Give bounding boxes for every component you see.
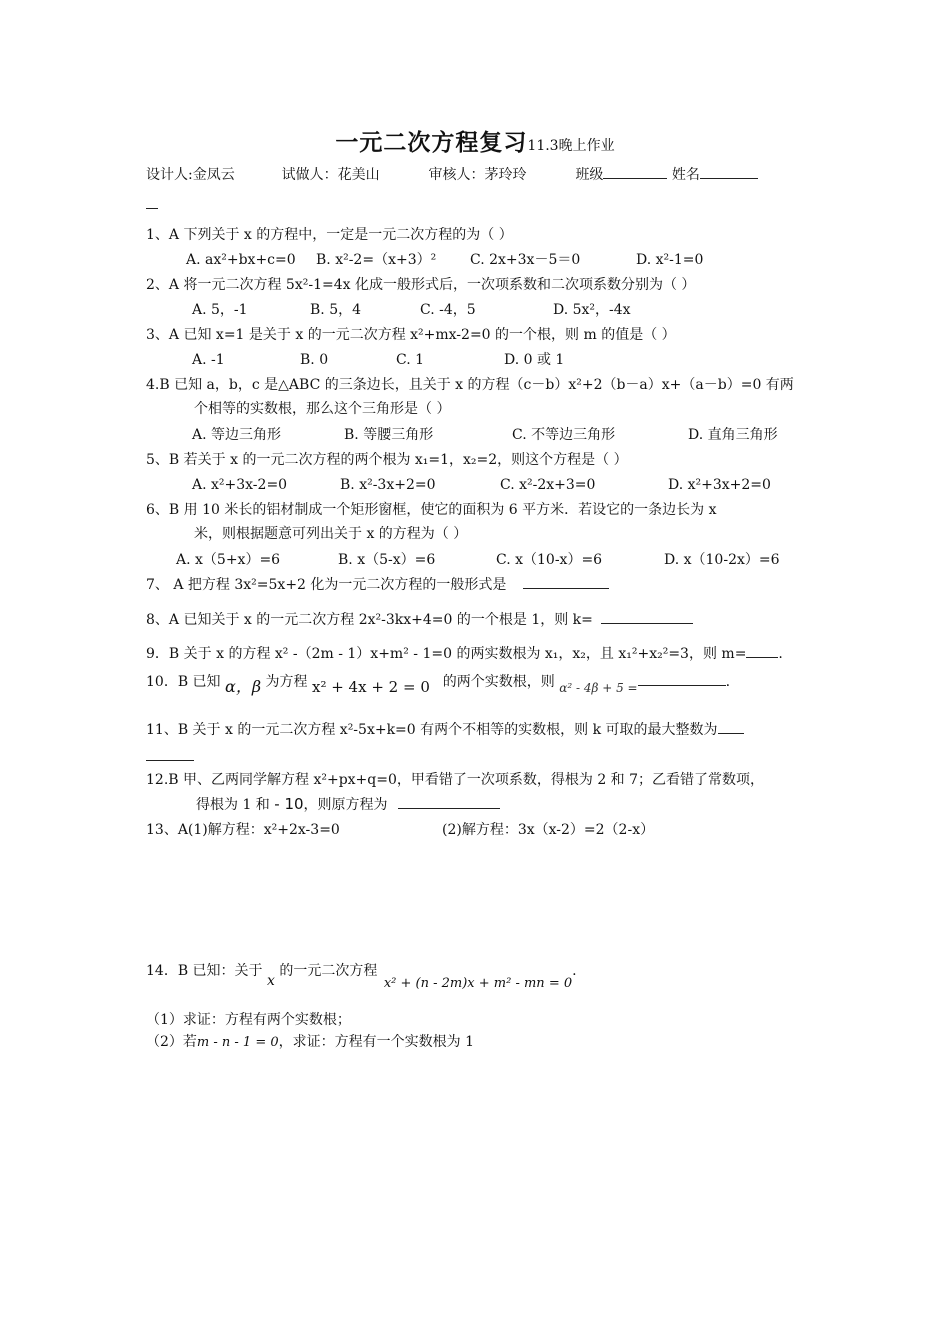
header-info <box>146 166 758 184</box>
name-blank[interactable] <box>700 166 758 179</box>
name-blank-continued <box>146 196 158 214</box>
q14-equation: x² + (n - 2m)x + m² - mn = 0 <box>383 976 573 991</box>
q11-stem: 11、B 关于 x 的一元二次方程 x²-5x+k=0 有两个不相等的实数根，则 k 可取的最大整数为 <box>146 722 718 738</box>
q10-equation: x² + 4x + 2 = 0 <box>311 678 430 696</box>
q3-stem: 3、A 已知 x=1 是关于 x 的一元二次方程 x²+mx-2=0 的一个根，则 m 的值是（ ） <box>146 327 676 343</box>
q10-expression: α² - 4β + 5 = <box>559 681 638 695</box>
q5-option-b: B. x²-3x+2=0 <box>340 477 436 493</box>
q7-stem: 7、 A 把方程 3x²=5x+2 化为一元二次方程的一般形式是 <box>146 577 507 593</box>
q2-option-b: B. 5，4 <box>310 302 362 318</box>
designer-label: 设计人:金凤云 <box>146 167 235 183</box>
q6-stem-line1: 6、B 用 10 米长的铝材制成一个矩形窗框，使它的面积为 6 平方米．若设它的一条边长为 x <box>146 502 717 518</box>
q11-line <box>146 721 744 739</box>
q9-line: 9．B 关于 x 的方程 x² -（2m - 1）x+m² - 1=0 的两实数根为 x₁，x₂，且 x₁²+x₂²=3，则 m= . <box>146 646 783 662</box>
q2-option-c: C. -4，5 <box>420 302 476 318</box>
q6-option-b: B. x（5-x）=6 <box>338 552 436 568</box>
q1-option-d: D. x²-1=0 <box>636 252 704 268</box>
q14-line <box>146 960 577 991</box>
worksheet-title <box>0 124 950 157</box>
q14-end: . <box>572 963 577 979</box>
q14-sub2-b: ，求证：方程有一个实数根为 1 <box>278 1034 474 1050</box>
q1-option-a: A. ax²+bx+c=0 <box>186 252 296 268</box>
q9-answer-blank[interactable] <box>746 645 778 658</box>
q6-option-d: D. x（10-2x）=6 <box>664 552 780 568</box>
q12-stem-line2-a: 得根为 1 和 <box>196 797 270 813</box>
q12-answer-blank[interactable] <box>398 796 500 809</box>
q8-line <box>146 611 693 629</box>
q4-option-c: C. 不等边三角形 <box>512 427 616 443</box>
q8-answer-blank[interactable] <box>601 611 693 624</box>
q6-option-a: A. x（5+x）=6 <box>176 552 281 568</box>
q4-stem-line1: 4.B 已知 a，b，c 是△ABC 的三条边长，且关于 x 的方程（c－b）x²+2（b－a）x+（a－b）=0 有两 <box>146 377 794 393</box>
q4-option-a: A. 等边三角形 <box>192 427 282 443</box>
tester-label: 试做人：花美山 <box>281 167 380 183</box>
q7-line <box>146 576 609 594</box>
q12-stem-line2-c: ，则原方程为 <box>303 797 388 813</box>
q12-line2 <box>196 795 500 814</box>
q10-mid: 为方程 <box>265 674 308 690</box>
name-label: 姓名 <box>671 167 700 183</box>
q1-option-c: C. 2x+3x－5＝0 <box>470 252 581 268</box>
q3-option-c: C. 1 <box>396 352 425 368</box>
class-blank[interactable] <box>603 166 667 179</box>
q5-option-d: D. x²+3x+2=0 <box>668 477 771 493</box>
q5-option-a: A. x²+3x-2=0 <box>192 477 288 493</box>
q13-part1: 13、A(1)解方程：x²+2x-3=0 <box>146 822 340 838</box>
q2-option-d: D. 5x²，-4x <box>553 302 631 318</box>
q10-vars: α，β <box>225 677 262 696</box>
q14-sub1: （1）求证：方程有两个实数根； <box>146 1012 351 1028</box>
q2-stem: 2、A 将一元二次方程 5x²-1=4x 化成一般形式后，一次项系数和二次项系数分别为（ ） <box>146 277 696 293</box>
q11-blank-continued <box>146 748 194 766</box>
q1-stem: 1、A 下列关于 x 的方程中，一定是一元二次方程的为（ ） <box>146 227 513 243</box>
q14-sub2-a: （2）若 <box>146 1034 197 1050</box>
q4-stem-line2: 个相等的实数根，那么这个三角形是（ ） <box>194 401 451 417</box>
q12-stem-line1: 12.B 甲、乙两同学解方程 x²+px+q=0，甲看错了一次项系数，得根为 2 和 7；乙看错了常数项， <box>146 772 765 788</box>
q9-stem: 9．B 关于 x 的方程 x² -（2m - 1）x+m² - 1=0 的两实数根为 x₁，x₂，且 x₁²+x₂²=3，则 m= <box>146 646 747 662</box>
q10-line: 10．B 已知 α，β 为方程 x² + 4x + 2 = 0 的两个实数根，则 α² - 4β + 5 = . <box>146 674 731 696</box>
q14-sub2-expr: m - n - 1 = 0 <box>196 1035 279 1050</box>
q10-answer-blank[interactable] <box>638 673 726 686</box>
q3-option-a: A. -1 <box>192 352 225 368</box>
q7-answer-blank[interactable] <box>523 576 609 589</box>
q2-option-a: A. 5，-1 <box>192 302 248 318</box>
q14-mid: 的一元二次方程 <box>279 963 378 979</box>
class-label: 班级 <box>575 167 604 183</box>
title-main: 一元二次方程复习 <box>335 129 528 156</box>
q6-option-c: C. x（10-x）=6 <box>496 552 603 568</box>
q8-stem: 8、A 已知关于 x 的一元二次方程 2x²-3kx+4=0 的一个根是 1，则 k= <box>146 612 593 628</box>
title-subtitle: 11.3晚上作业 <box>527 138 615 154</box>
q1-option-b: B. x²-2=（x+3）² <box>316 252 437 268</box>
q10-prefix: 10．B 已知 <box>146 674 221 690</box>
q5-stem: 5、B 若关于 x 的一元二次方程的两个根为 x₁=1，x₂=2，则这个方程是（ ） <box>146 452 628 468</box>
q13-part2: (2)解方程：3x（x-2）=2（2-x） <box>442 822 655 838</box>
q4-option-b: B. 等腰三角形 <box>344 427 434 443</box>
q6-stem-line2: 米，则根据题意可列出关于 x 的方程为（ ） <box>194 526 468 542</box>
q5-option-c: C. x²-2x+3=0 <box>500 477 596 493</box>
q10-suffix: 的两个实数根，则 <box>442 674 555 690</box>
q14-prefix: 14．B 已知：关于 <box>146 963 263 979</box>
q14-var: x <box>267 973 275 989</box>
q12-root-value: - 10 <box>274 795 304 813</box>
q11-answer-blank[interactable] <box>718 721 744 734</box>
q3-option-d: D. 0 或 1 <box>504 352 565 368</box>
q14-sub2 <box>146 1033 474 1052</box>
q4-option-d: D. 直角三角形 <box>688 427 778 443</box>
reviewer-label: 审核人：茅玲玲 <box>428 167 527 183</box>
q3-option-b: B. 0 <box>300 352 329 368</box>
